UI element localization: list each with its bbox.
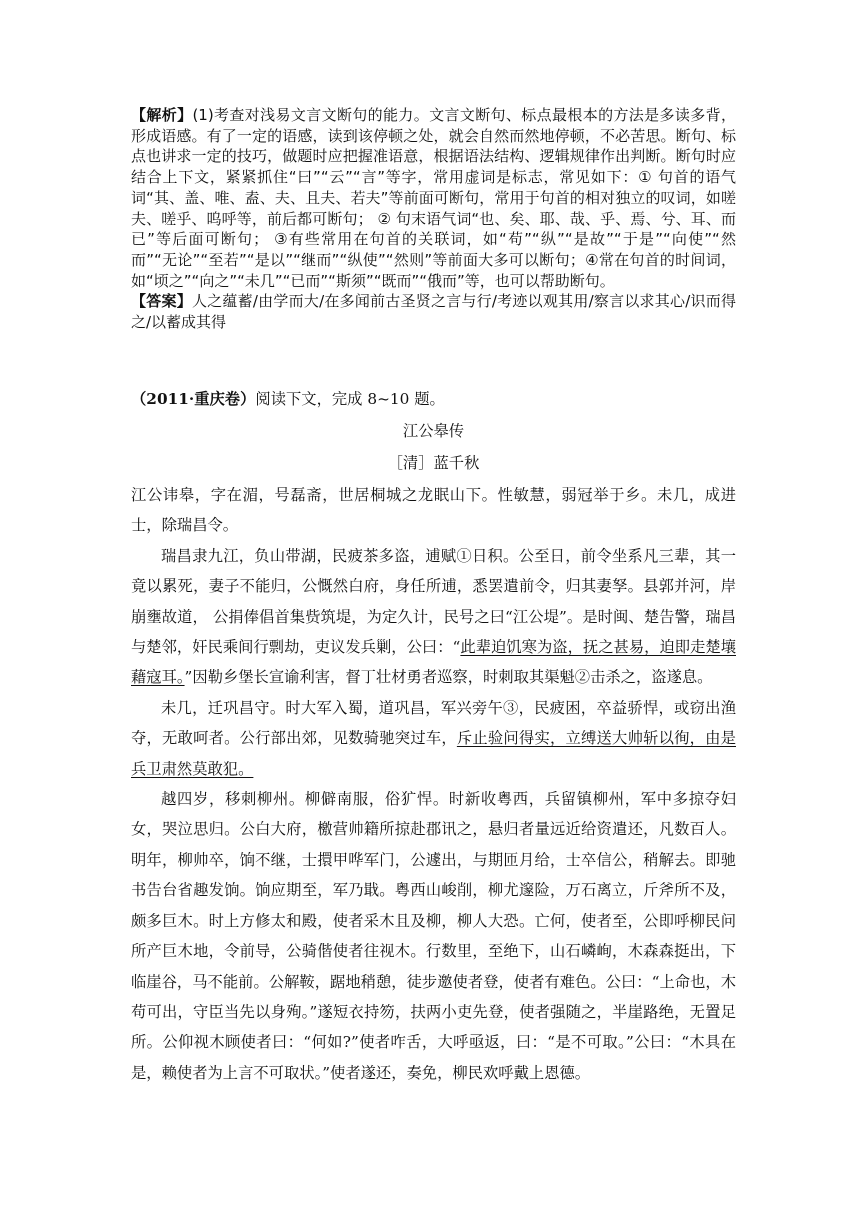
article-author: ［清］蓝千秋 — [387, 454, 480, 472]
analysis-text: (1)考查对浅易文言文断句的能力。文言文断句、标点最根本的方法是多读多背，形成语感。有了一定的语感，读到该停顿之处，就会自然而然地停顿，不必苦思。断句、标点也讲求一定的技巧，做题时应把握准语意，根据语法结构、逻辑规律作出判断。断句时应结合上下文，紧紧抓住“曰”“云”“言”等字，常用虚词是标志，常见如下：① 句首的语气词“其、盖、唯、盍、夫、且夫、若夫”等前面可断句，常用于句首的相对独立的叹词，如嗟夫、嗟乎、呜呼等，前后都可断句； ② 句末语气词“也、矣、耶、哉、乎、焉、兮、耳、而已”等后面可断句； ③有些常用在句首的关联词，如“苟”“纵”“是故”“于是”“向使”“然而”“无论”“至若”“是以”“继而”“纵使”“然则”等前面大多可以断句；④常在句首的时间词，如“顷之”“向之”“未几”“已而”“斯须”“既而”“俄而”等，也可以帮助断句。 — [131, 106, 736, 290]
answer-paragraph — [131, 291, 736, 332]
p3-underlined-sentence: 斥止验问得实，立缚送大帅斩以徇，由是兵卫肃然莫敢犯。 — [131, 729, 736, 778]
answer-label: 【答案】 — [131, 292, 192, 311]
analysis-paragraph — [131, 105, 736, 291]
article-block — [131, 384, 736, 1088]
p3-text-a: 未几，迁巩昌守。时大军入蜀，道巩昌，军兴旁午③，民疲困，卒益骄悍，或窃出渔夺，无敢呵者。公行部出郊，见数骑驰突过车， — [131, 698, 736, 748]
article-title: 江公皋传 — [402, 422, 465, 440]
answer-text: 人之蕴蓄/由学而大/在多闻前古圣贤之言与行/考迹以观其用/察言以求其心/识而得之/以蓄成其得 — [131, 292, 736, 332]
p2-underlined-sentence: 此辈迫饥寒为盗，抚之甚易，迫即走楚壤藉寇耳。 — [131, 638, 736, 687]
question-intro — [131, 384, 736, 416]
exam-source: （2011·重庆卷） — [131, 390, 256, 408]
p2-text-b: ”因勒乡堡长宣谕利害，督丁壮材勇者巡察，时刺取其渠魁②击杀之，盗遂息。 — [184, 668, 713, 687]
analysis-label: 【解析】 — [131, 106, 193, 124]
analysis-block — [131, 105, 736, 333]
instruction-text: 阅读下文，完成 8~10 题。 — [255, 390, 445, 408]
article-paragraph-1: 江公讳皋，字在湄，号磊斋，世居桐城之龙眠山下。性敏慧，弱冠举于乡。未几，成进士，除瑞昌令。 — [131, 486, 736, 535]
article-paragraph-3 — [131, 693, 736, 784]
p2-text-a: 瑞昌隶九江，负山带湖，民疲茶多盗，逋赋①日积。公至日，前令坐系凡三辈，其一竟以累死，妻子不能归，公慨然白府，身任所逋，悉罢遣前令，归其妻孥。县郭并河，岸崩壅故道， 公捐俸倡首集赀筑堤，为定久计，民号之曰“江公堤”。是时闽、楚告警，瑞昌与楚邻，奸民乘间行剽劫，吏议发兵剿，公曰：“ — [131, 546, 736, 657]
article-paragraph-2 — [131, 541, 736, 693]
article-paragraph-4: 越四岁，移刺柳州。柳僻南服，俗犷悍。时新收粤西，兵留镇柳州，军中多掠夺妇女，哭泣思归。公白大府，檄营帅籍所掠赴郡讯之，悬归者量远近给资遣还，凡数百人。明年，柳帅卒，饷不继，士擐甲哗军门，公遽出，与期匝月给，士卒信公，稍解去。即驰书告台省趣发饷。饷应期至，军乃戢。粤西山峻削，柳尤邃险，万石离立，斤斧所不及，颇多巨木。时上方修太和殿，使者采木且及柳，柳人大恐。亡何，使者至，公即呼柳民问所产巨木地，令前导，公骑偕使者往视木。行数里，至绝下，山石嶙峋，木森森挺出，下临崖谷，马不能前。公解鞍，踞地稍憩，徒步邀使者登，使者有难色。公曰：“上命也，木苟可出，守臣当先以身殉。”遂短衣持笏，扶两小吏先登，使者强随之，半崖路绝，无置足所。公仰视木顾使者曰：“何如?”使者咋舌，大呼亟返，曰：“是不可取。”公曰：“木具在是，赖使者为上言不可取状。”使者遂还，奏免，柳民欢呼戴上恩德。 — [131, 790, 736, 1082]
